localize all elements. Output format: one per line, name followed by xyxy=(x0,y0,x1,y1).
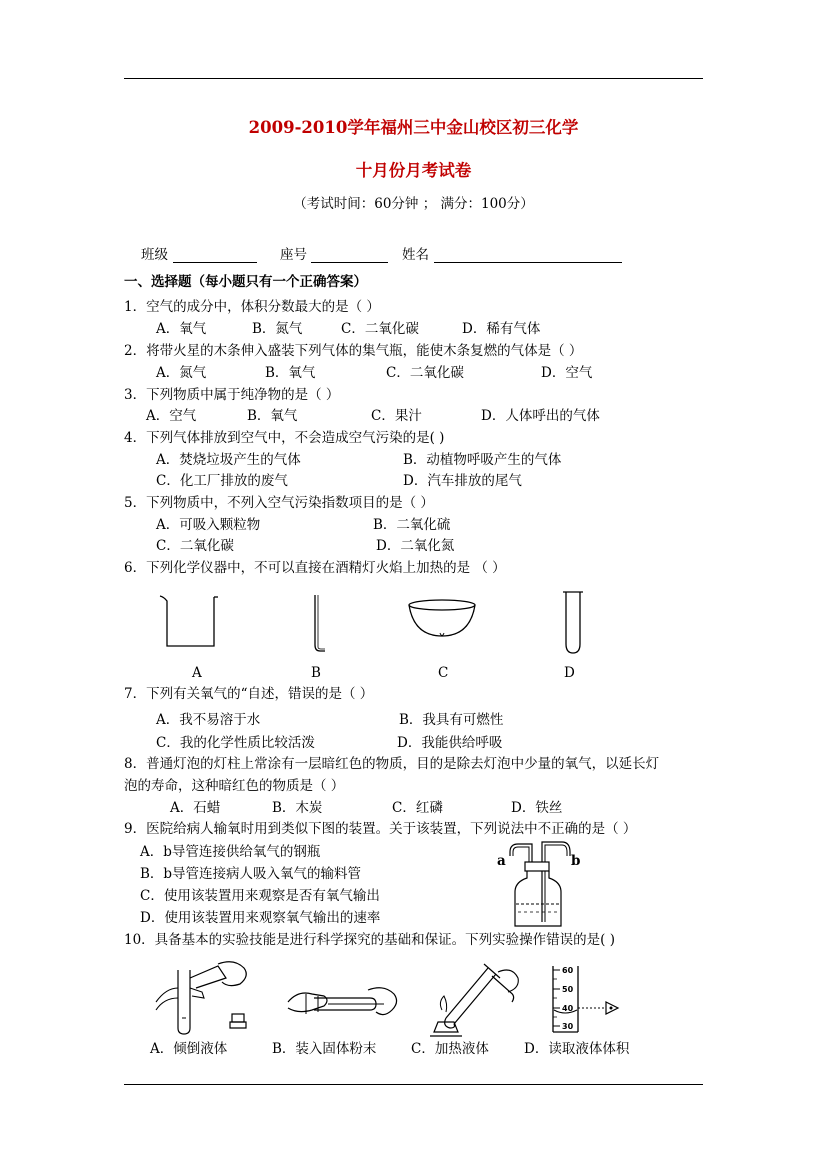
loading-powder-figure xyxy=(284,980,404,1030)
option: D．读取液体体积 xyxy=(524,1041,630,1057)
option: D．铁丝 xyxy=(511,800,563,816)
option: D．使用该装置用来观察氧气输出的速率 xyxy=(140,910,381,926)
option: C．二氧化碳 xyxy=(341,321,419,337)
question-stem: 5．下列物质中，不列入空气污染指数项目的是（ ） xyxy=(124,495,434,511)
option: A．焚烧垃圾产生的气体 xyxy=(156,452,301,468)
cylinder-tick-60: 60 xyxy=(562,966,574,975)
option: A．氮气 xyxy=(156,365,207,381)
test-tube-figure xyxy=(559,590,587,656)
option: C．二氧化碳 xyxy=(156,538,234,554)
option: C．二氧化碳 xyxy=(386,365,464,381)
option: D．汽车排放的尾气 xyxy=(403,473,522,489)
option: C．红磷 xyxy=(392,800,443,816)
option: A．石蜡 xyxy=(170,800,221,816)
name-field-line[interactable] xyxy=(434,262,622,263)
question-stem: 4．下列气体排放到空气中，不会造成空气污染的是( ) xyxy=(124,430,445,446)
question-stem: 7．下列有关氧气的“自述，错误的是（ ） xyxy=(124,686,374,702)
tube-label-b: b xyxy=(571,853,581,869)
option: A．可吸入颗粒物 xyxy=(156,517,261,533)
option: B．木炭 xyxy=(272,800,323,816)
exam-info: （考试时间：60分钟 ； 满分：100分） xyxy=(293,196,534,212)
option: B．b导管连接病人吸入氧气的输料管 xyxy=(140,866,362,882)
option: C．化工厂排放的废气 xyxy=(156,473,288,489)
figure-label: D xyxy=(564,665,575,681)
question-stem: 6．下列化学仪器中，不可以直接在酒精灯火焰上加热的是 （ ） xyxy=(124,560,506,576)
option: B．二氧化硫 xyxy=(373,517,451,533)
question-stem: 2．将带火星的木条伸入盛装下列气体的集气瓶，能使木条复燃的气体是（ ） xyxy=(124,343,583,359)
option: D．我能供给呼吸 xyxy=(397,735,503,751)
evaporating-dish-figure xyxy=(406,598,478,640)
option: B．我具有可燃性 xyxy=(399,712,504,728)
question-stem: 1．空气的成分中，体积分数最大的是（ ） xyxy=(124,299,380,315)
class-label: 班级 xyxy=(141,247,168,263)
pouring-liquid-figure xyxy=(148,958,256,1038)
option: C．使用该装置用来观察是否有氧气输出 xyxy=(140,888,380,904)
option: C．我的化学性质比较活泼 xyxy=(156,735,315,751)
question-stem-continued: 泡的寿命，这种暗红色的物质是（ ） xyxy=(124,778,345,794)
exam-title: 2009-2010学年福州三中金山校区初三化学 xyxy=(248,118,579,137)
seat-label: 座号 xyxy=(280,247,307,263)
top-rule xyxy=(124,78,703,79)
option: B．氧气 xyxy=(247,408,298,424)
name-label: 姓名 xyxy=(402,247,429,263)
option: C．果汁 xyxy=(371,408,422,424)
exam-subtitle: 十月份月考试卷 xyxy=(355,161,472,180)
option: A．氧气 xyxy=(156,321,207,337)
question-stem: 9．医院给病人输氧时用到类似下图的装置。关于该装置，下列说法中不正确的是（ ） xyxy=(124,821,637,837)
option: A．空气 xyxy=(146,408,197,424)
question-stem: 10．具备基本的实验技能是进行科学探究的基础和保证。下列实验操作错误的是( ) xyxy=(124,932,616,948)
gas-washing-bottle-figure xyxy=(508,840,572,930)
cylinder-tick-50: 50 xyxy=(562,985,574,994)
option: A．倾倒液体 xyxy=(150,1041,228,1057)
question-stem: 3．下列物质中属于纯净物的是（ ） xyxy=(124,387,340,403)
class-field-line[interactable] xyxy=(173,262,257,263)
beaker-figure xyxy=(158,594,222,650)
option: B．氧气 xyxy=(265,365,316,381)
bottom-rule xyxy=(124,1084,703,1085)
figure-label: A xyxy=(192,665,202,681)
question-stem: 8．普通灯泡的灯柱上常涂有一层暗红色的物质，目的是除去灯泡中少量的氧气，以延长灯 xyxy=(124,756,660,772)
option: A．b导管连接供给氧气的钢瓶 xyxy=(140,844,321,860)
cylinder-tick-40: 40 xyxy=(562,1004,574,1013)
figure-label: C xyxy=(438,665,449,681)
option: D．稀有气体 xyxy=(462,321,541,337)
option: D．空气 xyxy=(541,365,593,381)
option: D．人体呼出的气体 xyxy=(481,408,600,424)
option: C．加热液体 xyxy=(411,1041,489,1057)
option: B．氮气 xyxy=(252,321,303,337)
glass-rod-figure xyxy=(309,593,329,655)
figure-label: B xyxy=(311,665,321,681)
heating-liquid-figure xyxy=(428,962,522,1038)
graduated-cylinder-figure xyxy=(550,964,630,1036)
seat-field-line[interactable] xyxy=(311,262,388,263)
tube-label-a: a xyxy=(497,853,506,869)
option: B．动植物呼吸产生的气体 xyxy=(403,452,562,468)
option: A．我不易溶于水 xyxy=(156,712,261,728)
section-heading: 一、选择题（每小题只有一个正确答案） xyxy=(124,274,367,290)
option: D．二氧化氮 xyxy=(376,538,455,554)
option: B．装入固体粉末 xyxy=(272,1041,377,1057)
cylinder-tick-30: 30 xyxy=(562,1022,574,1031)
